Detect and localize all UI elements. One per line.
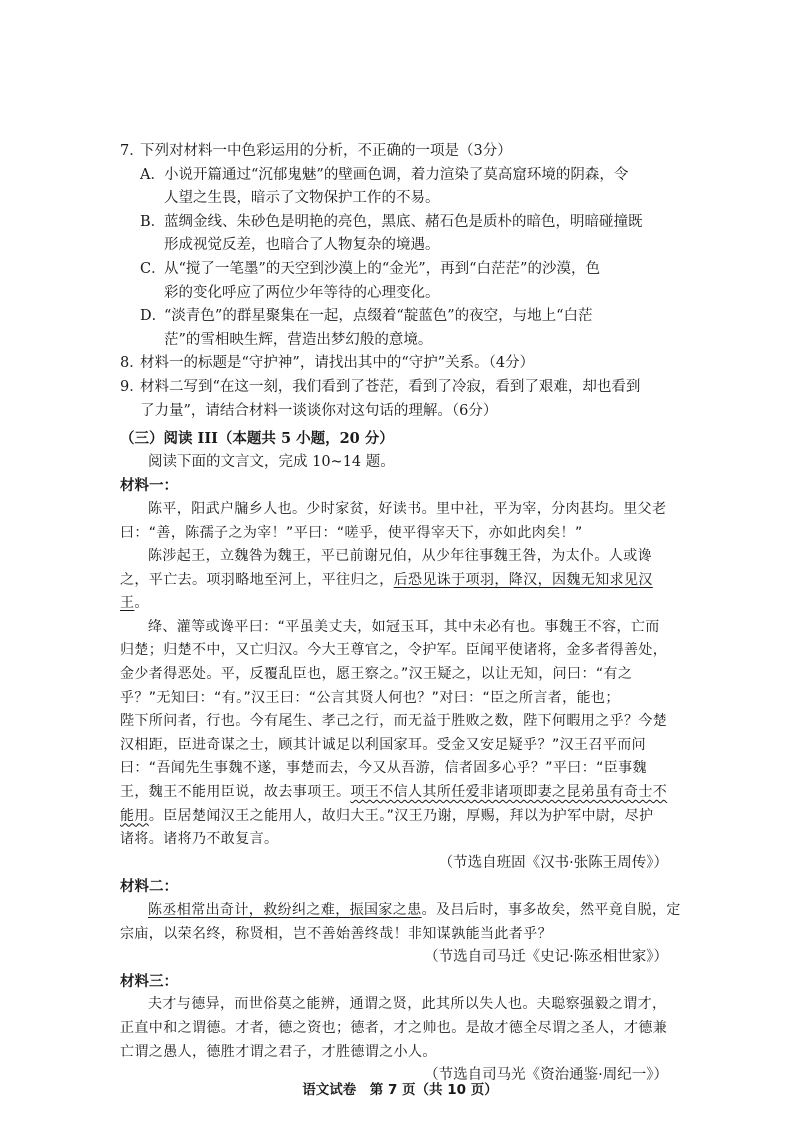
section-heading: （三）阅读 III（本题共 5 小题，20 分） xyxy=(120,430,394,448)
option-text: 彩的变化呼应了两位少年等待的心理变化。 xyxy=(164,284,440,301)
option-text: 从“搅了一笔墨”的天空到沙漠上的“金光”，再到“白茫茫”的沙漠，色 xyxy=(164,260,600,277)
question-9-number: 9． xyxy=(120,378,144,395)
text-line xyxy=(120,805,680,829)
question-7-option-a xyxy=(120,164,680,211)
material-3-source: （节选自司马光《资治通鉴·周纪一》） xyxy=(424,1067,668,1084)
text-line xyxy=(120,592,680,616)
text-segment: 王，魏王不能用臣说，故去事项王。 xyxy=(120,784,351,801)
option-letter: D． xyxy=(140,308,167,325)
text-line: 归楚；归楚不中，又亡归汉。今大王尊官之，令护军。臣闻平使诸将，金多者得善处， xyxy=(120,642,668,659)
wavy-underlined-sentence: 项王不信人其所任爱非诸项即妻之昆弟虽有奇士不 xyxy=(350,784,668,801)
option-letter: A． xyxy=(140,166,165,183)
option-letter: C． xyxy=(140,260,166,277)
question-8 xyxy=(120,352,680,376)
question-7-option-d xyxy=(120,305,680,352)
text-segment: 。臣居楚闻汉王之能用人，故归大王。”汉王乃谢，厚赐，拜以为护军中尉，尽护 xyxy=(148,807,654,824)
question-7-stem xyxy=(120,140,680,164)
text-line: 陈平，阳武户牖乡人也。少时家贫，好读书。里中社，平为宰，分肉甚均。里父老 xyxy=(148,500,667,517)
option-text: 人望之生畏，暗示了文物保护工作的不易。 xyxy=(164,190,440,207)
underlined-sentence: 王 xyxy=(120,595,135,612)
section-instruction: 阅读下面的文言文，完成 10~14 题。 xyxy=(148,453,395,470)
question-7-option-c xyxy=(120,258,680,305)
question-7-text: 下列对材料一中色彩运用的分析，不正确的一项是（3分） xyxy=(140,143,512,159)
underlined-sentence: 陈丞相常出奇计，救纷纠之难，振国家之患 xyxy=(148,902,422,918)
text-line: 陈涉起王，立魏咎为魏王，平已前谢兄伯，从少年往事魏王咎，为太仆。人或谗 xyxy=(148,548,652,565)
material-2-text xyxy=(120,899,680,946)
text-line: 夫才与德异，而世俗莫之能辨，通谓之贤，此其所以失人也。夫聪察强毅之谓才， xyxy=(148,996,667,1013)
material-2-source: （节选自司马迁《史记·陈丞相世家》） xyxy=(424,949,668,966)
exam-page-body xyxy=(120,140,680,1088)
material-2-label: 材料二： xyxy=(120,878,178,896)
text-line: 曰：“善，陈孺子之为宰！”平曰：“嗟乎，使平得宰天下，亦如此肉矣！” xyxy=(120,524,583,541)
option-text: “淡青色”的群星聚集在一起，点缀着“靛蓝色”的夜空，与地上“白茫 xyxy=(164,308,593,325)
text-line: 绛、灌等或谗平曰：“平虽美丈夫，如冠玉耳，其中未必有也。事魏王不容，亡而 xyxy=(148,618,660,635)
material-1-text xyxy=(120,498,680,852)
text-line: 汉相距，臣进奇谋之士，顾其计诚足以利国家耳。受金又安足疑乎？”汉王召平而问 xyxy=(120,736,647,753)
question-8-number: 8． xyxy=(120,355,144,372)
wavy-underlined-sentence: 能用 xyxy=(120,807,149,824)
option-text: 蓝绸金线、朱砂色是明艳的亮色，黑底、赭石色是质朴的暗色，明暗碰撞既 xyxy=(164,213,643,230)
question-8-text: 材料一的标题是“守护神”，请找出其中的“守护”关系。（4分） xyxy=(140,355,535,372)
question-9 xyxy=(120,376,680,423)
text-segment: 。 xyxy=(134,595,149,612)
text-line: 诸将。诸将乃不敢复言。 xyxy=(120,831,279,848)
text-line: 陛下所问者，行也。今有尾生、孝己之行，而无益于胜败之数，陛下何暇用之乎？今楚 xyxy=(120,713,668,730)
question-9-text: 材料二写到“在这一刻，我们看到了苍茫，看到了冷寂，看到了艰难，却也看到 xyxy=(140,378,641,395)
text-line: 正直中和之谓德。才者，德之资也；德者，才之帅也。是故才德全尽谓之圣人，才德兼 xyxy=(120,1019,668,1036)
option-letter: B． xyxy=(140,213,166,230)
material-1-source: （节选自班固《汉书·张陈王周传》） xyxy=(438,854,668,871)
text-line: 亡谓之愚人，德胜才谓之君子，才胜德谓之小人。 xyxy=(120,1043,437,1060)
page-footer: 语文试卷 第 7 页（共 10 页） xyxy=(302,1082,498,1098)
text-segment: 。及吕后时，事多故矣，然平竟自脱，定 xyxy=(421,902,681,918)
question-7-option-b xyxy=(120,211,680,258)
material-1-label: 材料一： xyxy=(120,477,178,495)
text-segment: 之，平亡去。项羽略地至河上，平往归之， xyxy=(120,571,394,588)
question-7 xyxy=(120,140,680,352)
text-line xyxy=(120,899,680,923)
text-line xyxy=(120,569,680,593)
text-line: 宗庙，以荣名终，称贤相，岂不善始善终哉！非知谋孰能当此者乎？ xyxy=(120,925,552,942)
text-line: 曰：“吾闻先生事魏不遂，事楚而去，今又从吾游，信者固多心乎？”平曰：“臣事魏 xyxy=(120,760,647,777)
option-text: 茫”的雪相映生辉，营造出梦幻般的意境。 xyxy=(164,331,433,348)
material-3-text xyxy=(120,993,680,1064)
material-3-label: 材料三： xyxy=(120,972,178,990)
option-text: 形成视觉反差，也暗合了人物复杂的境遇。 xyxy=(164,237,440,254)
question-9-text: 了力量”，请结合材料一谈谈你对这句话的理解。（6分） xyxy=(140,402,498,419)
text-line xyxy=(120,781,680,805)
question-7-number: 7． xyxy=(120,143,144,159)
option-text: 小说开篇通过“沉郁鬼魅”的壁画色调，着力渲染了莫高窟环境的阴森，令 xyxy=(164,166,629,183)
text-line: 乎？”无知曰：“有。”汉王曰：“公言其贤人何也？”对曰：“臣之所言者，能也； xyxy=(120,689,620,706)
underlined-sentence: 后恐见诛于项羽，降汉，因魏无知求见汉 xyxy=(393,571,653,588)
text-line: 金少者得恶处。平，反覆乱臣也，愿王察之。”汉王疑之，以让无知，问曰：“有之 xyxy=(120,666,633,683)
